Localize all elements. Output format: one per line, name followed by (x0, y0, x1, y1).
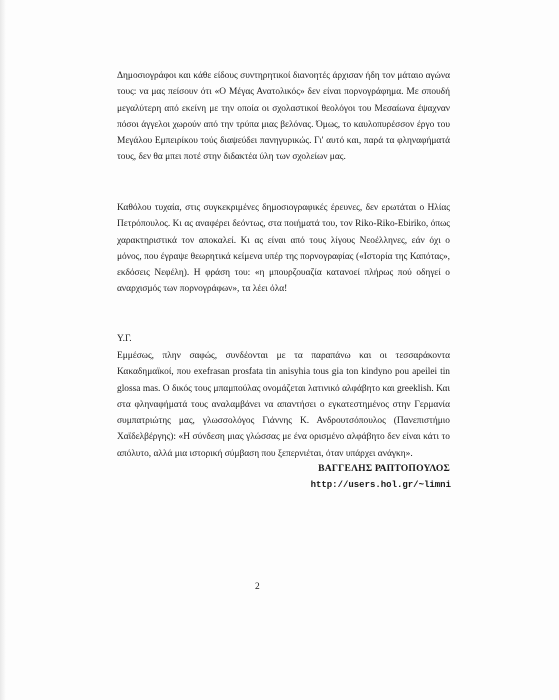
postscript-label: Υ.Γ. (117, 334, 132, 344)
paragraph-2: Καθόλου τυχαία, στις συγκεκριμένες δημοσιογραφικές έρευνες, δεν ερωτάται ο Ηλίας Πετρόπουλος. Κι ας αναφέρει δεόντως, στα ποιήματά του, τον Riko-Riko-Ebiriko, όπως χαρακτηριστικά τον αποκαλεί. Κι ας είναι από τους λίγους Νεοέλληνες, εάν όχι ο μόνος, που έγραψε θεωρητικά κείμενα υπέρ της πορνογραφίας («Ιστορία της Καπότας», εκδόσεις Νεφέλη). Η φράση του: «η μπουρζουαζία κατανοεί πλήρως πού οδηγεί ο αναρχισμός των πορνογράφων», τα λέει όλα! (117, 203, 450, 295)
paragraph-3: Εμμέσως, πλην σαφώς, συνδέονται με τα παραπάνω και οι τεσσαράκοντα Κακαδημαϊκοί, που exefrasan prosfata tin anisyhia tous gia ton kindyno pou apeilei tin glossa mas. Ο δικός τους μπαμπούλας ονομάζεται λατινικό αλφάβητο και greeklish. Και στα φληναφήματά τους αναλαμβάνει να απαντήσει ο εγκατεστημένος στην Γερμανία συμπατριώτης μας, γλωσσολόγος Γιάννης Κ. Ανδρουτσόπουλος (Πανεπιστήμιο Χαϊδελβέργης): «Η σύνδεση μιας γλώσσας με ένα ορισμένο αλφάβητο δεν είναι κάτι το απόλυτο, αλλά μια ιστορική σύμβαση που ξεπερνιέται, όταν υπάρχει ανάγκη». (117, 351, 450, 459)
page-number: 2 (255, 582, 260, 592)
paragraph-1: Δημοσιογράφοι και κάθε είδους συντηρητικοί διανοητές άρχισαν ήδη τον μάταιο αγώνα τους: να μας πείσουν ότι «Ο Μέγας Ανατολικός» δεν είναι πορνογράφημα. Με σπουδή μεγαλύτερη από εκείνη με την οποία οι σχολαστικοί θεολόγοι του Μεσαίωνα έψαχναν πόσοι άγγελοι χωρούν από την τρύπα μιας βελόνας. Όμως, το καυλοπυρέσσον έργο του Μεγάλου Εμπειρίκου τούς διαψεύδει πανηγυρικώς. Γι' αυτό και, παρά τα φληναφήματά τους, δεν θα μπει ποτέ στην διδακτέα ύλη των σχολείων μας. (117, 71, 450, 163)
scan-edge-shadow (0, 0, 6, 700)
author-url: http://users.hol.gr/~limni (310, 480, 451, 490)
author-name: ΒΑΓΓΕΛΗΣ ΡΑΠΤΟΠΟΥΛΟΣ (318, 463, 450, 474)
